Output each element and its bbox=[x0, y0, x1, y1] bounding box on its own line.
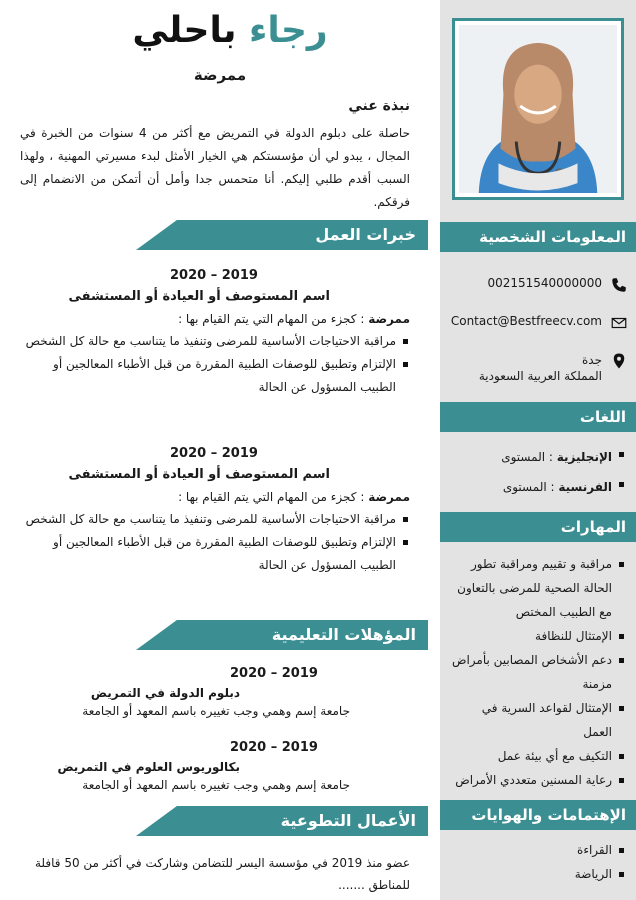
first-name: رجاء bbox=[249, 10, 328, 51]
job-tasks bbox=[20, 508, 410, 577]
about-heading: نبذة عني bbox=[348, 98, 410, 114]
list-item: الإلتزام وتطبيق للوصفات الطبية المقررة من قبل الأطباء المعالجين أو الطبيب المسؤول عن الحالة bbox=[20, 531, 410, 577]
list-item: مراقبة الاحتياجات الأساسية للمرضى وتنفيذ ما يتناسب مع حالة كل الشخص bbox=[20, 508, 410, 531]
education-institution: جامعة إسم وهمي وجب تغييره باسم المعهد أو الجامعة bbox=[82, 778, 350, 792]
last-name: باحلي bbox=[132, 10, 237, 51]
list-item: رعاية المسنين متعددي الأمراض bbox=[450, 768, 626, 792]
job-tasks bbox=[20, 330, 410, 399]
about-text: حاصلة على دبلوم الدولة في التمريض مع أكثر من 4 سنوات من الخبرة في المجال ، يبدو لي أن مؤسستكم هي الخيار الأمثل لبدء مسيرتي المهنية ، ولهذا السبب أقدم طلبي إليكم. أنا متحمس جدا وأمل أن أتمكن من الانضمام إلى فرقكم. bbox=[20, 126, 410, 209]
education-degree: دبلوم الدولة في التمريض bbox=[90, 686, 240, 700]
list-item: التكيف مع أي بيئة عمل bbox=[450, 744, 626, 768]
job-org: اسم المستوصف أو العيادة أو المستشفى bbox=[68, 289, 330, 304]
address-row bbox=[448, 352, 628, 384]
job-entry-2 bbox=[20, 444, 410, 577]
education-heading bbox=[136, 620, 428, 650]
list-item: الرياضة bbox=[450, 862, 626, 886]
skills-list bbox=[450, 552, 626, 792]
personal-info-heading: المعلومات الشخصية bbox=[440, 222, 636, 252]
education-entry-2 bbox=[20, 738, 410, 794]
languages-heading: اللغات bbox=[440, 402, 636, 432]
job-role: ممرضة : كجزء من المهام التي يتم القيام بها : bbox=[178, 490, 410, 504]
volunteer-text: عضو منذ 2019 في مؤسسة اليسر للتضامن وشاركت في أكثر من 50 قافلة للمناطق ....... bbox=[34, 856, 410, 892]
address-city: جدة bbox=[581, 353, 602, 367]
list-item: الفرنسية : المستوى bbox=[450, 472, 626, 502]
experience-heading bbox=[136, 220, 428, 250]
list-item: دعم الأشخاص المصابين بأمراض مزمنة bbox=[450, 648, 626, 696]
list-item: مراقبة الاحتياجات الأساسية للمرضى وتنفيذ ما يتناسب مع حالة كل الشخص bbox=[20, 330, 410, 353]
education-entry-1 bbox=[20, 664, 410, 720]
education-date: 2020 – 2019 bbox=[230, 666, 318, 681]
address-country: المملكة العربية السعودية bbox=[478, 369, 602, 383]
education-date: 2020 – 2019 bbox=[230, 740, 318, 755]
email-address: Contact@Bestfreecv.com bbox=[450, 314, 602, 328]
list-item: الإمتثال للنظافة bbox=[450, 624, 626, 648]
job-title: ممرضة bbox=[193, 66, 247, 84]
sidebar bbox=[440, 0, 636, 900]
job-date: 2020 – 2019 bbox=[170, 268, 258, 283]
envelope-icon bbox=[610, 314, 628, 332]
list-item: مراقبة و تقييم ومراقبة تطور الحالة الصحية للمرضى بالتعاون مع الطبيب المختص bbox=[450, 552, 626, 624]
nurse-portrait-image bbox=[459, 25, 617, 193]
skills-heading: المهارات bbox=[440, 512, 636, 542]
address bbox=[448, 352, 602, 384]
profile-photo-frame bbox=[452, 18, 624, 200]
phone-number: 002151540000000 bbox=[487, 276, 602, 290]
full-name bbox=[100, 10, 360, 51]
education-degree: بكالوريوس العلوم في التمريض bbox=[57, 760, 240, 774]
job-role: ممرضة : كجزء من المهام التي يتم القيام بها : bbox=[178, 312, 410, 326]
education-institution: جامعة إسم وهمي وجب تغييره باسم المعهد أو الجامعة bbox=[82, 704, 350, 718]
job-date: 2020 – 2019 bbox=[170, 446, 258, 461]
interests-list bbox=[450, 838, 626, 886]
location-pin-icon bbox=[610, 352, 628, 370]
list-item: الإنجليزية : المستوى bbox=[450, 442, 626, 472]
volunteer-heading-label: الأعمال التطوعية bbox=[280, 811, 416, 830]
job-entry-1 bbox=[20, 266, 410, 399]
volunteer-heading bbox=[136, 806, 428, 836]
profile-photo bbox=[459, 25, 617, 193]
phone-icon bbox=[610, 276, 628, 294]
languages-list bbox=[450, 442, 626, 502]
job-org: اسم المستوصف أو العيادة أو المستشفى bbox=[68, 467, 330, 482]
interests-heading: الإهتمامات والهوايات bbox=[440, 800, 636, 830]
experience-heading-label: خبرات العمل bbox=[315, 225, 416, 244]
list-item: القراءة bbox=[450, 838, 626, 862]
email-row bbox=[448, 314, 628, 332]
education-heading-label: المؤهلات التعليمية bbox=[271, 625, 416, 644]
phone-row bbox=[448, 276, 628, 294]
list-item: الإمتثال لقواعد السرية في العمل bbox=[450, 696, 626, 744]
list-item: الإلتزام وتطبيق للوصفات الطبية المقررة من قبل الأطباء المعالجين أو الطبيب المسؤول عن الحالة bbox=[20, 353, 410, 399]
